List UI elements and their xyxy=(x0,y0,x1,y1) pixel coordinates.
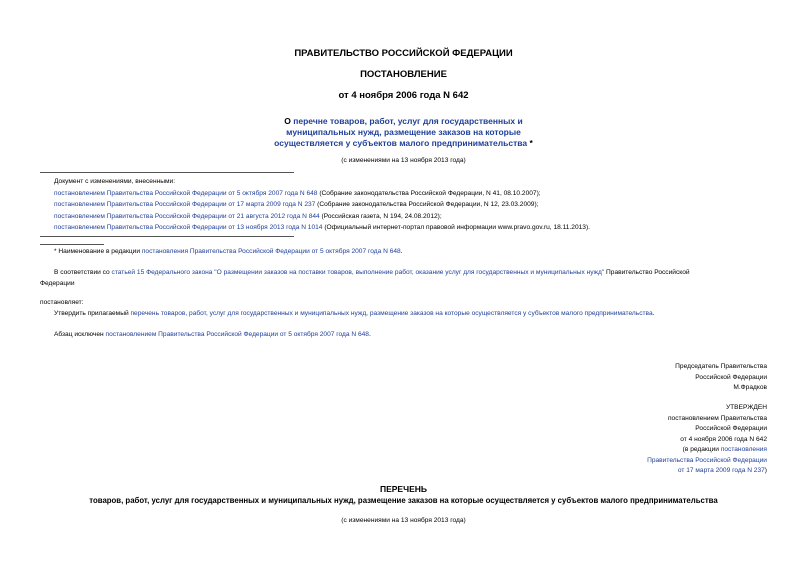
excluded-link[interactable]: постановлением Правительства Российской Федерации от 5 октября 2007 года N 648 xyxy=(105,331,369,338)
approval-link[interactable]: постановления xyxy=(720,446,767,453)
amendment-link[interactable]: постановлением Правительства Российской Федерации от 21 августа 2012 года N 844 xyxy=(54,212,320,220)
document-date: от 4 ноября 2006 года N 642 xyxy=(338,90,469,101)
signature-name: М.Фрадков xyxy=(733,384,767,391)
amendment-item xyxy=(54,188,590,200)
amendment-item xyxy=(54,222,590,234)
paragraph-approve xyxy=(54,310,654,317)
paragraph-text: Правительство Российской xyxy=(604,269,690,276)
amendments-divider-bottom xyxy=(40,236,294,237)
paragraph-excluded xyxy=(54,331,371,338)
paragraph-text: В соответствии со xyxy=(54,269,112,276)
paragraph-end: . xyxy=(368,331,371,338)
paragraph-text: Утвердить прилагаемый xyxy=(54,310,131,317)
title-link-3[interactable]: осуществляется у субъектов малого предпринимательства xyxy=(274,138,528,148)
paragraph-end: . xyxy=(652,310,655,317)
list-subtitle: товаров, работ, услуг для государственных и муниципальных нужд, размещение заказов на которые осуществляется у субъектов малого предпринимательства xyxy=(89,496,718,505)
amendment-source: (Официальный интернет-портал правовой информации www.pravo.gov.ru, 18.11.2013). xyxy=(322,224,591,231)
amendment-link[interactable]: постановлением Правительства Российской Федерации от 17 марта 2009 года N 237 xyxy=(54,201,316,208)
footnote-divider xyxy=(40,244,104,245)
approval-line: от 4 ноября 2006 года N 642 xyxy=(680,435,767,443)
approval-link[interactable]: от 17 марта 2009 года N 237 xyxy=(677,467,765,474)
title-link-1[interactable]: перечне товаров, работ, услуг для государственных и xyxy=(293,116,523,126)
signature-line: Председатель Правительства xyxy=(675,363,767,370)
amendments-block xyxy=(54,176,590,234)
amendments-intro: Документ с изменениями, внесенными: xyxy=(54,178,176,185)
paragraph-text: Абзац исключен xyxy=(54,331,106,338)
paragraph-text: Федерации xyxy=(40,280,75,287)
approval-line: постановлением Правительства xyxy=(667,414,767,422)
amendment-source: (Собрание законодательства Российской Федерации, N 41, 08.10.2007); xyxy=(317,189,541,197)
list-title: ПЕРЕЧЕНЬ xyxy=(379,484,427,494)
amendment-item xyxy=(54,211,590,223)
title-prefix: О xyxy=(284,116,294,126)
approval-line: ) xyxy=(764,467,767,474)
approval-line: (в редакции xyxy=(682,446,721,453)
document-title xyxy=(0,116,807,149)
list-revision-note: (с изменениями на 13 ноября 2013 года) xyxy=(341,517,466,524)
law-link[interactable]: статьей 15 Федерального закона "О размещении заказов на поставки товаров, выполнение работ, оказание услуг для государственных и муниципальных нужд" xyxy=(111,269,605,276)
title-asterisk: * xyxy=(527,138,533,148)
approval-line: УТВЕРЖДЕН xyxy=(725,404,767,411)
signature-block xyxy=(675,362,767,394)
amendment-source: (Российская газета, N 194, 24.08.2012); xyxy=(319,212,442,220)
amendments-divider xyxy=(40,172,294,173)
amendment-source: (Собрание законодательства Российской Федерации, N 12, 23.03.2009); xyxy=(315,201,539,208)
approval-line: Российской Федерации xyxy=(695,425,767,432)
amendment-item xyxy=(54,199,590,211)
amendment-link[interactable]: постановлением Правительства Российской Федерации от 5 октября 2007 года N 648 xyxy=(54,189,318,197)
government-name: ПРАВИТЕЛЬСТВО РОССИЙСКОЙ ФЕДЕРАЦИИ xyxy=(294,48,513,59)
decrees-word: постановляет: xyxy=(40,299,84,306)
footnote-text: * Наименование в редакции xyxy=(54,248,142,255)
footnote xyxy=(54,248,403,255)
approval-block xyxy=(647,403,767,477)
revision-note: (с изменениями на 13 ноября 2013 года) xyxy=(341,157,466,164)
document-type: ПОСТАНОВЛЕНИЕ xyxy=(360,69,447,80)
paragraph-basis xyxy=(40,267,767,289)
amendment-link[interactable]: постановлением Правительства Российской Федерации от 13 ноября 2013 года N 1014 xyxy=(54,224,323,231)
footnote-end: . xyxy=(400,248,403,255)
title-link-2[interactable]: муниципальных нужд, размещение заказов на которые xyxy=(286,127,521,137)
approval-link[interactable]: Правительства Российской Федерации xyxy=(647,456,767,464)
footnote-link[interactable]: постановления Правительства Российской Федерации от 5 октября 2007 года N 648 xyxy=(141,248,401,255)
signature-line: Российской Федерации xyxy=(695,373,767,381)
list-link[interactable]: перечень товаров, работ, услуг для государственных и муниципальных нужд, размещение заказов на которые осуществляется у субъектов малого предпринимательства xyxy=(130,310,653,317)
